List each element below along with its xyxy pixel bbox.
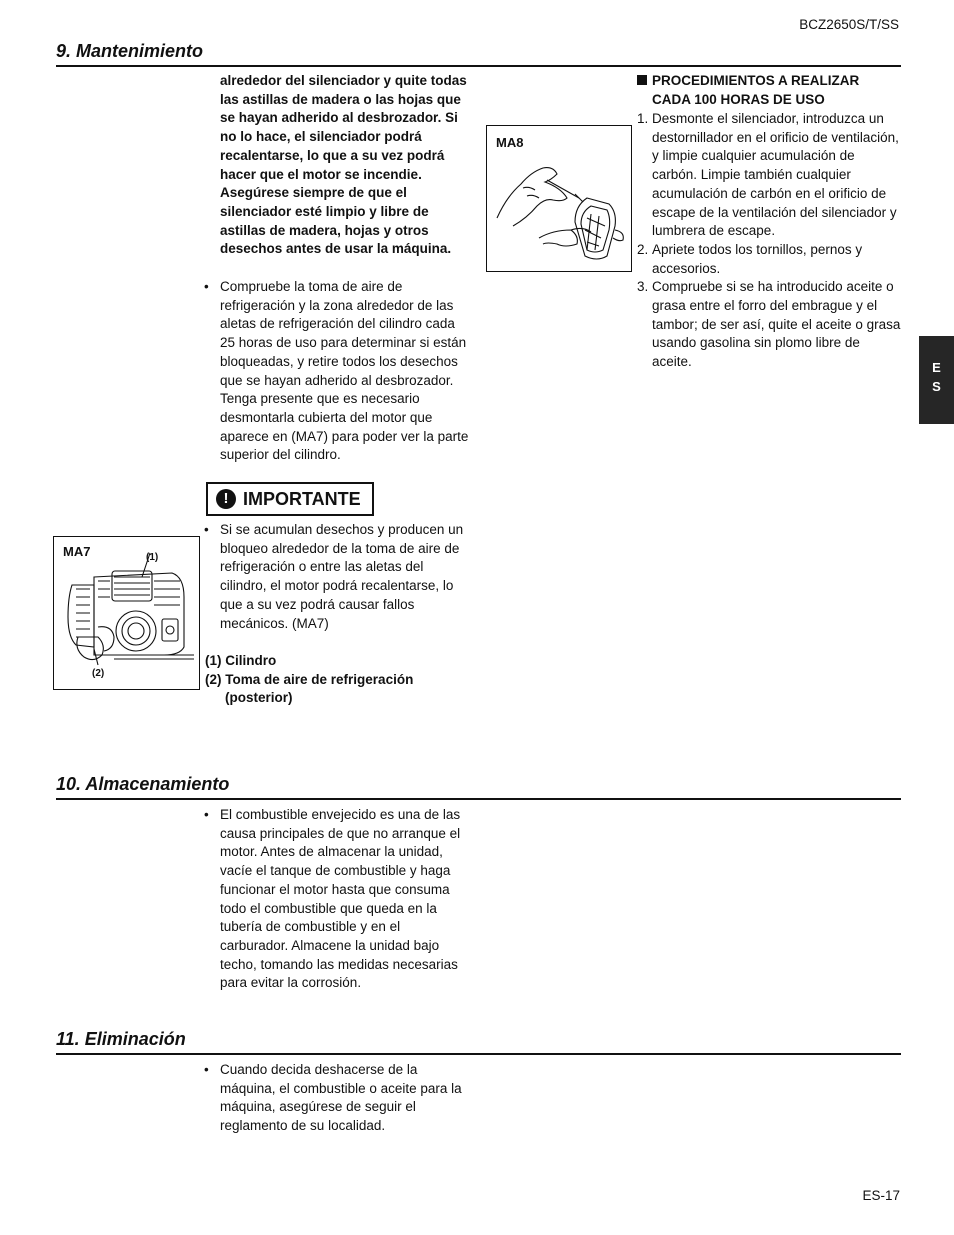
list-item: • Compruebe la toma de aire de refrigeración y la zona alrededor de las aletas de refrigeración del cilindro cada 25 horas de uso para determinar si están bloqueadas, y retire todos los desechos que se hayan adherido al desbrozador. Tenga presente que es necesario desmontarla cubierta del motor que aparece en (MA7) para poder ver la parte superior del cilindro. — [204, 278, 470, 465]
list-item: • Si se acumulan desechos y producen un bloqueo alrededor de la toma de aire de refrigeración o entre las aletas del cilindro, el motor podrá recalentarse, lo que a su vez podrá causar fallos mecánicos. (MA7) — [204, 521, 470, 633]
legend-item-cylinder: (1) Cilindro — [205, 653, 277, 668]
exclamation-icon: ! — [216, 489, 236, 509]
square-bullet-icon — [637, 75, 647, 85]
figure-ma8 — [486, 125, 632, 272]
list-item: 3. Compruebe si se ha introducido aceite o grasa entre el forro del embrague y el tambor; de ser así, quite el aceite o grasa usando gasolina sin plomo libre de aceite. — [637, 279, 901, 370]
page-number: ES-17 — [862, 1188, 900, 1203]
list-item: • Cuando decida deshacerse de la máquina, el combustible o aceite para la máquina, asegúrese de seguir el reglamento de su localidad. — [204, 1061, 470, 1136]
section-title-storage: 10. Almacenamiento — [56, 774, 230, 794]
important-label: IMPORTANTE — [243, 488, 361, 509]
section-title-disposal: 11. Eliminación — [56, 1029, 186, 1049]
figure-label: MA7 — [63, 544, 91, 559]
list-item: 2. Apriete todos los tornillos, pernos y accesorios. — [637, 241, 863, 276]
list-item: • El combustible envejecido es una de las causa principales de que no arranque el motor. Antes de almacenar la unidad, vacíe el tanque de combustible y haga funcionar el motor hasta que consuma todo el combustible que queda en la tubería de combustible y en el carburador. Almacene la unidad bajo techo, tomando las medidas necesarias para evitar la corrosión. — [204, 806, 472, 993]
engine-cylinder-illustration — [54, 537, 201, 691]
procedures-heading: PROCEDIMIENTOS A REALIZAR CADA 100 HORAS DE USO — [637, 72, 902, 109]
callout-1: (1) — [146, 552, 159, 563]
section-rule — [56, 798, 901, 800]
legend-item-air-intake-cont: (posterior) — [225, 690, 293, 706]
muffler-warning-text: alrededor del silenciador y quite todas las astillas de madera o las hojas que se hayan adherido al desbrozador. Si no lo hace, el silenciador podrá recalentarse, lo que a su vez podrá hacer que el motor se incendie. Asegúrese siempre de que el silenciador esté limpio y libre de astillas de madera, hojas y otros desechos antes de usar la máquina. — [220, 73, 467, 257]
model-number: BCZ2650S/T/SS — [799, 17, 899, 32]
figure-ma7 — [53, 536, 200, 690]
legend-item-air-intake: (2) Toma de aire de refrigeración — [205, 671, 414, 687]
language-tab: E S — [919, 336, 954, 424]
maintenance-bullets — [204, 278, 470, 465]
figure-legend — [205, 652, 471, 708]
callout-2: (2) — [92, 668, 105, 679]
important-bullets — [204, 521, 470, 633]
muffler-cleaning-illustration — [487, 126, 633, 273]
section-title-maintenance: 9. Mantenimiento — [56, 41, 204, 61]
important-notice — [206, 482, 374, 516]
figure-label: MA8 — [496, 135, 524, 150]
storage-bullets — [204, 806, 472, 993]
section-rule — [56, 65, 901, 67]
list-item: 1. Desmonte el silenciador, introduzca un destornillador en el orificio de ventilación, y limpie cualquier acumulación de carbón. Limpie también cualquier acumulación de carbón en el orificio de escape de la ventilación del silenciador y lumbrera de escape. — [637, 111, 899, 239]
procedures-list — [637, 110, 902, 372]
disposal-bullets — [204, 1061, 470, 1136]
maintenance-column-1 — [220, 72, 470, 259]
section-rule — [56, 1053, 901, 1055]
